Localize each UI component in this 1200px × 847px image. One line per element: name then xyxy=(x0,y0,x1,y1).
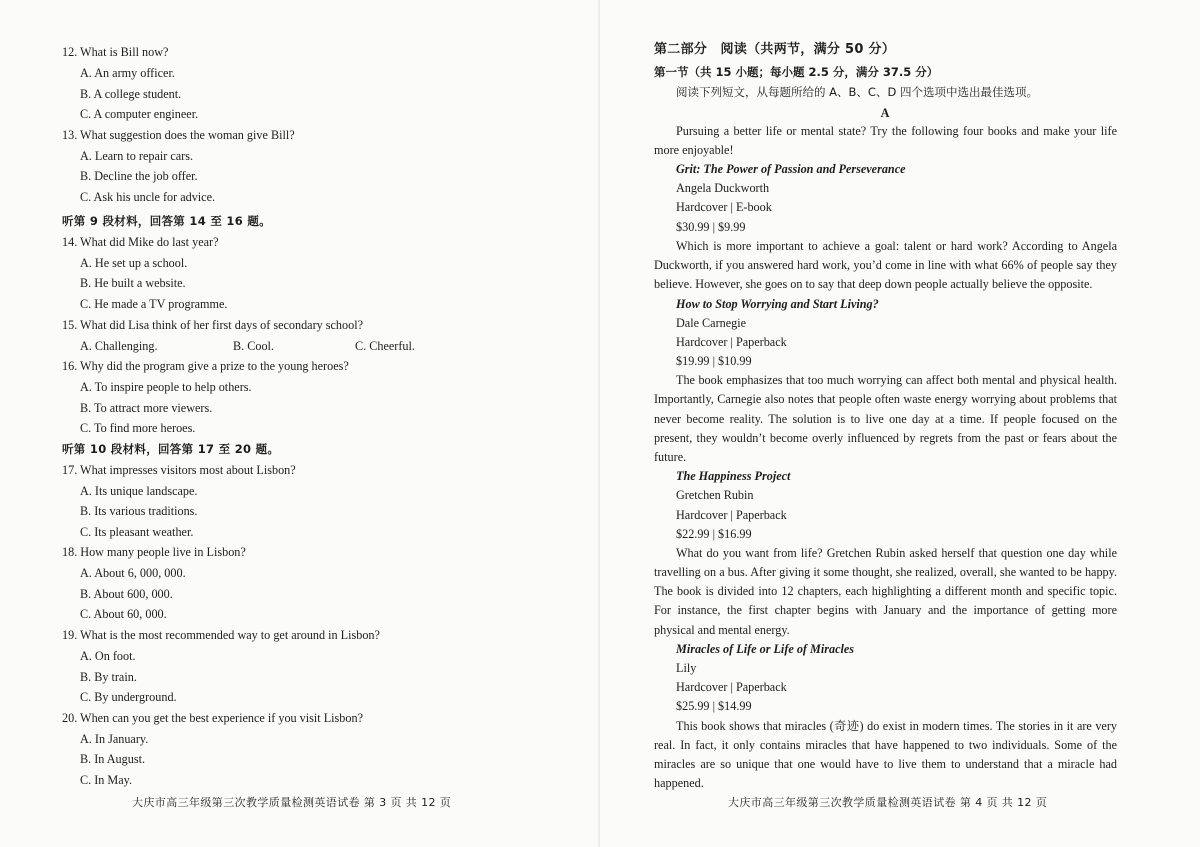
option-15c: C. Cheerful. xyxy=(355,339,415,353)
question-18: 18. How many people live in Lisbon? xyxy=(62,545,246,559)
part-two-heading: 第二部分 阅读（共两节，满分 50 分） xyxy=(654,42,896,57)
option-13c: C. Ask his uncle for advice. xyxy=(80,190,216,204)
question-12: 12. What is Bill now? xyxy=(62,45,169,59)
book-3-author: Gretchen Rubin xyxy=(676,488,754,502)
option-18a: A. About 6, 000, 000. xyxy=(80,566,186,580)
book-4-price: $25.99 | $14.99 xyxy=(676,699,752,713)
book-2-desc-line: future. xyxy=(654,450,687,464)
section-9-heading: 听第 9 段材料，回答第 14 至 16 题。 xyxy=(62,214,271,228)
book-2-desc-line: present, they wouldn’t become overly influenced by regrets from the past or fears about the xyxy=(654,431,1117,445)
option-15b: B. Cool. xyxy=(233,339,274,353)
book-3-format: Hardcover | Paperback xyxy=(676,508,787,522)
question-19: 19. What is the most recommended way to get around in Lisbon? xyxy=(62,628,380,642)
option-20c: C. In May. xyxy=(80,773,133,787)
option-18b: B. About 600, 000. xyxy=(80,587,173,601)
book-1-author: Angela Duckworth xyxy=(676,181,770,195)
option-19c: C. By underground. xyxy=(80,690,177,704)
book-3-desc-line: What do you want from life? Gretchen Rubin asked herself that question one day while xyxy=(676,546,1117,560)
question-20: 20. When can you get the best experience if you visit Lisbon? xyxy=(62,711,363,725)
option-17b: B. Its various traditions. xyxy=(80,504,198,518)
book-4-desc-line: real. In fact, it only contains miracles that have happened to two individuals. Some of the xyxy=(654,738,1117,752)
option-17a: A. Its unique landscape. xyxy=(80,484,198,498)
question-17: 17. What impresses visitors most about Lisbon? xyxy=(62,463,296,477)
option-19a: A. On foot. xyxy=(80,649,136,663)
reading-instruction: 阅读下列短文，从每题所给的 A、B、C、D 四个选项中选出最佳选项。 xyxy=(676,85,1038,99)
left-page-footer: 大庆市高三年级第三次教学质量检测英语试卷 第 3 页 共 12 页 xyxy=(132,796,452,809)
book-3-desc-line: physical and mental energy. xyxy=(654,623,790,637)
book-4-desc-line: happened. xyxy=(654,776,704,790)
intro-line-1: Pursuing a better life or mental state? Try the following four books and make your life xyxy=(676,124,1117,138)
option-20b: B. In August. xyxy=(80,752,146,766)
question-14: 14. What did Mike do last year? xyxy=(62,235,219,249)
option-13a: A. Learn to repair cars. xyxy=(80,149,194,163)
right-page xyxy=(600,0,1200,847)
question-13: 13. What suggestion does the woman give Bill? xyxy=(62,128,295,142)
option-16a: A. To inspire people to help others. xyxy=(80,380,252,394)
option-14a: A. He set up a school. xyxy=(80,256,188,270)
option-14c: C. He made a TV programme. xyxy=(80,297,228,311)
book-4-desc-line: This book shows that miracles (奇迹) do exist in modern times. The stories in it are very xyxy=(676,719,1117,733)
right-page-footer: 大庆市高三年级第三次教学质量检测英语试卷 第 4 页 共 12 页 xyxy=(728,796,1048,809)
book-4-title: Miracles of Life or Life of Miracles xyxy=(676,642,855,656)
option-16c: C. To find more heroes. xyxy=(80,421,196,435)
option-20a: A. In January. xyxy=(80,732,149,746)
book-4-format: Hardcover | Paperback xyxy=(676,680,787,694)
book-2-title: How to Stop Worrying and Start Living? xyxy=(676,297,879,311)
section-one-heading: 第一节（共 15 小题；每小题 2.5 分，满分 37.5 分） xyxy=(654,65,939,79)
option-13b: B. Decline the job offer. xyxy=(80,169,198,183)
option-12b: B. A college student. xyxy=(80,87,182,101)
book-2-desc-line: never become reality. The solution is to live one day at a time. If people focused on the xyxy=(654,412,1117,426)
book-3-desc-line: travelling on a bus. After giving it some thought, she realized, overall, she wanted to be happy. xyxy=(654,565,1117,579)
option-12a: A. An army officer. xyxy=(80,66,175,80)
book-1-format: Hardcover | E-book xyxy=(676,200,772,214)
book-1-desc-line: believe. However, she goes on to say that deep down people actually believe the opposite. xyxy=(654,277,1093,291)
section-10-heading: 听第 10 段材料，回答第 17 至 20 题。 xyxy=(62,442,280,456)
book-2-desc-line: Importantly, Carnegie also notes that people often waste energy worrying about problems that xyxy=(654,392,1117,406)
option-19b: B. By train. xyxy=(80,670,137,684)
book-1-desc-line: Duckworth, if you answered hard work, you’d come in line with what 66% of people say they xyxy=(654,258,1117,272)
option-12c: C. A computer engineer. xyxy=(80,107,199,121)
book-1-price: $30.99 | $9.99 xyxy=(676,220,746,234)
question-15: 15. What did Lisa think of her first days of secondary school? xyxy=(62,318,364,332)
book-3-title: The Happiness Project xyxy=(676,469,791,483)
book-3-price: $22.99 | $16.99 xyxy=(676,527,752,541)
book-4-desc-line: miracles are so unique that one would have to live them to understand that a miracle had xyxy=(654,757,1117,771)
book-2-desc-line: The book emphasizes that too much worrying can affect both mental and physical health. xyxy=(676,373,1117,387)
option-14b: B. He built a website. xyxy=(80,276,186,290)
book-3-desc-line: For instance, the first chapter begins with January and the importance of getting more xyxy=(654,603,1117,617)
option-17c: C. Its pleasant weather. xyxy=(80,525,194,539)
option-15a: A. Challenging. xyxy=(80,339,158,353)
book-2-price: $19.99 | $10.99 xyxy=(676,354,752,368)
book-4-author: Lily xyxy=(676,661,697,675)
book-1-title: Grit: The Power of Passion and Perseverance xyxy=(676,162,906,176)
book-3-desc-line: The book is divided into 12 chapters, each highlighting a different month and specific topic. xyxy=(654,584,1117,598)
book-1-desc-line: Which is more important to achieve a goal: talent or hard work? According to Angela xyxy=(676,239,1117,253)
option-16b: B. To attract more viewers. xyxy=(80,401,213,415)
intro-line-2: more enjoyable! xyxy=(654,143,734,157)
book-2-author: Dale Carnegie xyxy=(676,316,747,330)
passage-label: A xyxy=(880,106,890,120)
option-18c: C. About 60, 000. xyxy=(80,607,167,621)
question-16: 16. Why did the program give a prize to the young heroes? xyxy=(62,359,349,373)
book-2-format: Hardcover | Paperback xyxy=(676,335,787,349)
